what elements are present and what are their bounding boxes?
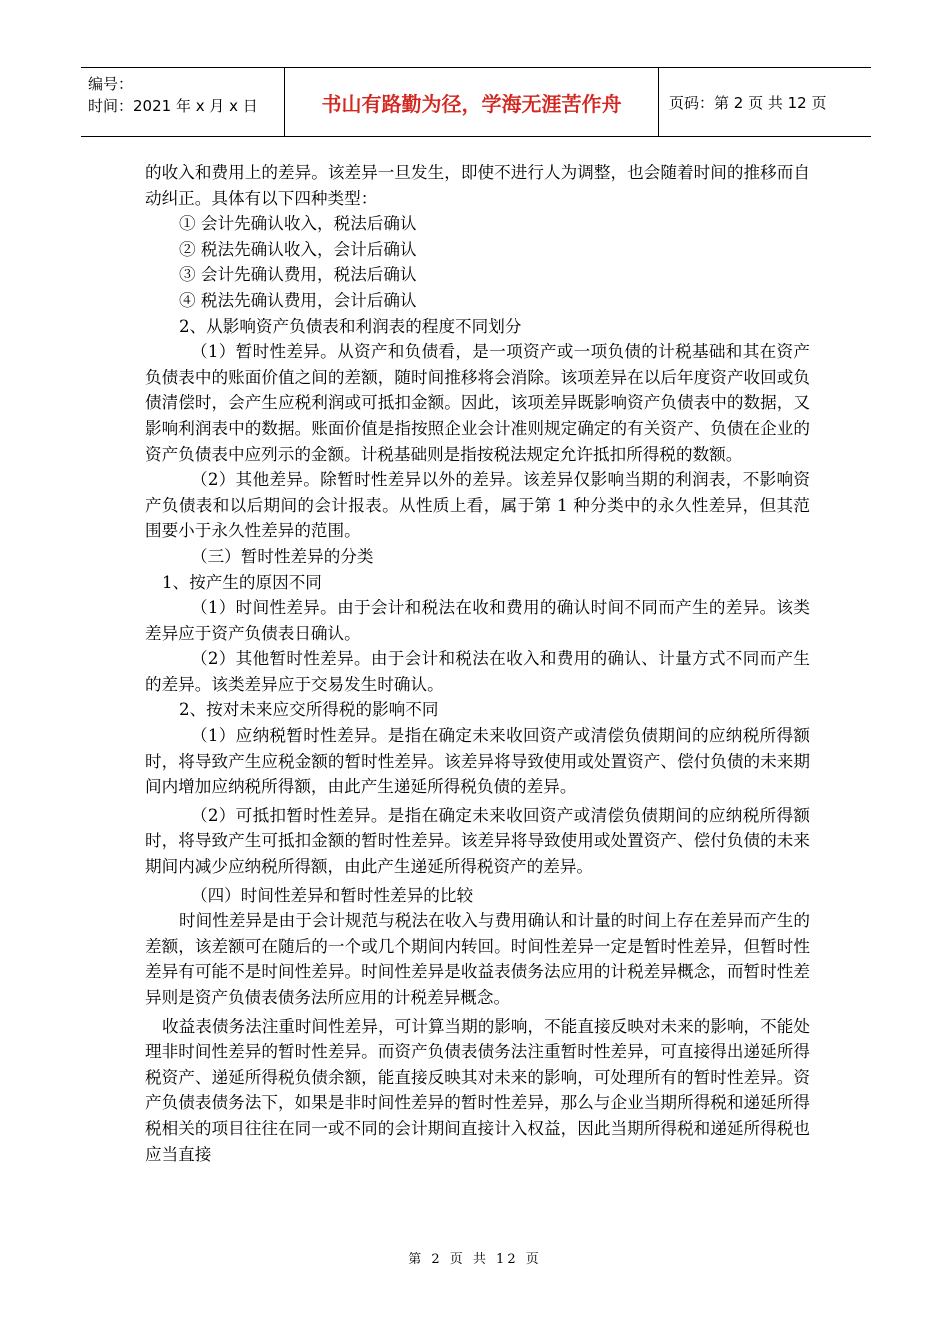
document-date-label: 时间：2021 年 x 月 x 日 [88,97,258,115]
header-page-indicator: 页码：第 2 页 共 12 页 [669,93,827,112]
sub-heading: 1、按产生的原因不同 [162,572,322,592]
section-heading: （三）暂时性差异的分类 [191,546,374,566]
paragraph: （1）暂时性差异。从资产和负债看，是一项资产或一项负债的计税基础和其在资产负债表中的账面价值之间的差额，随时间推移将会消除。该项差异在以后年度资产收回或负债清偿时，会产生应税利润或可抵扣金额。因此，该项差异既影响资产负债表中的数据，又影响利润表中的数据。账面价值是指按照企业会计准则规定确定的有关资产、负债在企业的资产负债表中应列示的金额。计税基础则是指按税法规定允许抵扣所得税的数额。 [145,342,810,464]
list-item: ④ 税法先确认费用，会计后确认 [179,290,417,310]
sub-heading: 2、从影响资产负债表和利润表的程度不同划分 [179,316,522,336]
document-body [145,160,810,1167]
difference-type-list [145,211,810,313]
paragraph: （2）其他暂时性差异。由于会计和税法在收入和费用的确认、计量方式不同而产生的差异。该类差异应于交易发生时确认。 [145,649,810,694]
paragraph: 的收入和费用上的差异。该差异一旦发生，即使不进行人为调整，也会随着时间的推移而自动纠正。具体有以下四种类型： [145,163,810,208]
paragraph: 收益表债务法注重时间性差异，可计算当期的影响，不能直接反映对未来的影响，不能处理非时间性差异的暂时性差异。而资产负债表债务法注重暂时性差异，可直接得出递延所得税资产、递延所得税负债余额，能直接反映其对未来的影响，可处理所有的暂时性差异。资产负债表债务法下，如果是非时间性差异的暂时性差异，那么与企业当期所得税和递延所得税相关的项目往往在同一或不同的会计期间直接计入权益，因此当期所得税和递延所得税也应当直接 [145,1016,810,1164]
sub-heading: 2、按对未来应交所得税的影响不同 [179,700,439,720]
section-heading: （四）时间性差异和暂时性差异的比较 [191,885,474,905]
page-header [81,67,871,137]
header-meta [81,68,284,136]
list-item: ① 会计先确认收入，税法后确认 [179,214,417,234]
page-footer: 第 2 页 共 12 页 [408,1252,542,1267]
document-number-label: 编号： [88,75,134,93]
list-item: ③ 会计先确认费用，税法后确认 [179,265,417,285]
list-item: ② 税法先确认收入，会计后确认 [179,239,417,259]
paragraph: （2）其他差异。除暂时性差异以外的差异。该差异仅影响当期的利润表，不影响资产负债表和以后期间的会计报表。从性质上看，属于第 1 种分类中的永久性差异，但其范围要小于永久性差异的范围。 [145,470,810,541]
paragraph: （1）时间性差异。由于会计和税法在收和费用的确认时间不同而产生的差异。该类差异应于资产负债表日确认。 [145,598,810,643]
paragraph: （1）应纳税暂时性差异。是指在确定未来收回资产或清偿负债期间的应纳税所得额时，将导致产生应税金额的暂时性差异。该差异将导致使用或处置资产、偿付负债的未来期间内增加应纳税所得额，由此产生递延所得税负债的差异。 [145,726,810,797]
header-motto: 书山有路勤为径，学海无涯苦作舟 [284,68,659,136]
paragraph: 时间性差异是由于会计规范与税法在收入与费用确认和计量的时间上存在差异而产生的差额，该差额可在随后的一个或几个期间内转回。时间性差异一定是暂时性差异，但暂时性差异有可能不是时间性差异。时间性差异是收益表债务法应用的计税差异概念，而暂时性差异则是资产负债表债务法所应用的计税差异概念。 [145,911,810,1007]
paragraph: （2）可抵扣暂时性差异。是指在确定未来收回资产或清偿负债期间的应纳税所得额时，将导致产生可抵扣金额的暂时性差异。该差异将导致使用或处置资产、偿付负债的未来期间内减少应纳税所得额，由此产生递延所得税资产的差异。 [145,805,810,877]
